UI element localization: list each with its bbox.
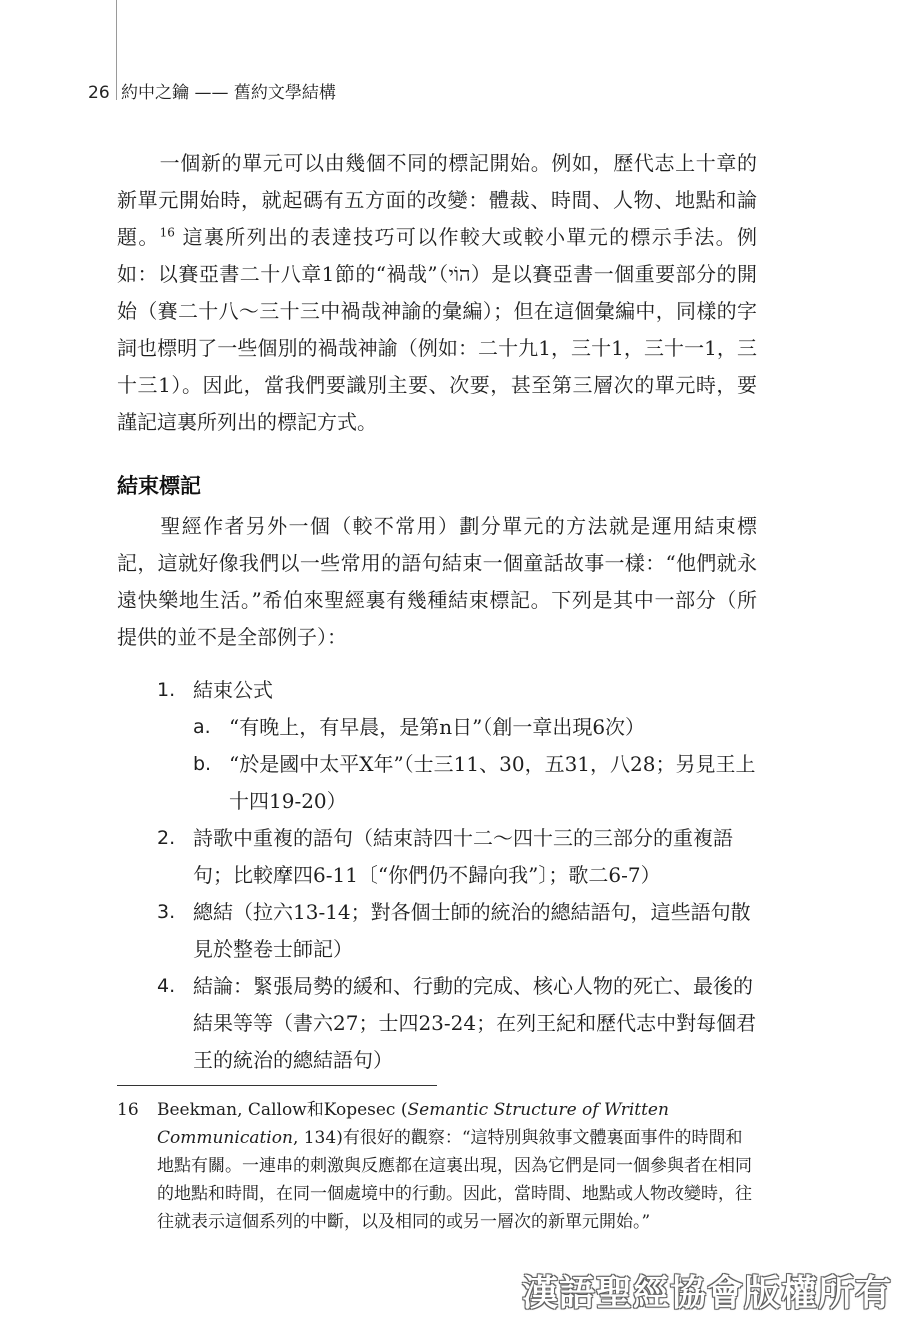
sub-item-text: “於是國中太平X年”（士三11、30，五31，八28；另見王上十四19-20） [229,752,756,813]
sub-list-item [117,709,757,746]
list-number: 1. [157,679,176,701]
sub-list-item [117,746,757,820]
footnote-number: 16 [117,1100,139,1120]
list-number: 2. [157,827,176,849]
closing-markers-paragraph [117,508,757,656]
footnote-ref: 16 [159,225,175,240]
sub-item-text: “有晚上，有早晨，是第n日”（創一章出現6次） [229,715,646,739]
footnote-body: , 134)有很好的觀察：“這特別與敘事文體裏面事件的時間和地點有關。一連串的刺激與反應都在這裏出現，因為它們是同一個參與者在相同的地點和時間，在同一個處境中的行動。因此，當時間、地點或人物改變時，往往就表示這個系列的中斷，以及相同的或另一層次的新單元開始。” [157,1128,752,1232]
running-head [88,78,336,103]
footnote [117,1096,757,1236]
list-item [117,968,757,1079]
list-item-text: 總結（拉六13-14；對各個士師的統治的總結語句，這些語句散見於整卷士師記） [193,900,751,961]
closing-markers-list [117,672,757,1079]
list-item-text: 結論：緊張局勢的緩和、行動的完成、核心人物的死亡、最後的結果等等（書六27；士四23-24；在列王紀和歷代志中對每個君王的統治的總結語句） [193,974,757,1072]
intro-paragraph [117,145,757,441]
intro-text-2: 這裏所列出的表達技巧可以作較大或較小單元的標示手法。例如：以賽亞書二十八章1節的“禍哉”（הוֹי）是以賽亞書一個重要部分的開始（賽二十八～三十三中禍哉神諭的彙編）；但在這個彙編中，同樣的字詞也標明了一些個別的禍哉神諭（例如：二十九1，三十1，三十一1，三十三1）。因此，當我們要識別主要、次要，甚至第三層次的單元時，要謹記這裏所列出的標記方式。 [117,225,758,434]
running-title: 約中之鑰 —— 舊約文學結構 [121,83,336,103]
list-number: 4. [157,975,176,997]
intro-text-1: 一個新的單元可以由幾個不同的標記開始。例如，歷代志上十章的新單元開始時，就起碼有五方面的改變：體裁、時間、人物、地點和論題。 [117,151,757,249]
page-number: 26 [88,83,110,103]
list-item-text: 詩歌中重複的語句（結束詩四十二～四十三的三部分的重複語句；比較摩四6-11〔“你們仍不歸向我”〕；歌二6-7） [193,826,733,887]
footnote-authors: Beekman, Callow和Kopesec ( [157,1100,408,1120]
list-number: 3. [157,901,176,923]
list-item [117,672,757,709]
list-item [117,894,757,968]
sub-letter: b. [193,753,212,775]
list-item-text: 結束公式 [193,678,273,702]
footnote-divider [117,1085,437,1086]
sub-letter: a. [193,716,211,738]
section-heading: 結束標記 [117,474,201,498]
closing-markers-text: 聖經作者另外一個（較不常用）劃分單元的方法就是運用結束標記，這就好像我們以一些常用的語句結束一個童話故事一樣：“他們就永遠快樂地生活。”希伯來聖經裏有幾種結束標記。下列是其中一部分（所提供的並不是全部例子）： [117,514,757,649]
copyright-watermark: 漢語聖經協會版權所有 [521,1273,892,1314]
list-item [117,820,757,894]
footnote-book-title: Semantic Structure of Written Communication [157,1100,669,1148]
footnote-text [117,1096,757,1236]
